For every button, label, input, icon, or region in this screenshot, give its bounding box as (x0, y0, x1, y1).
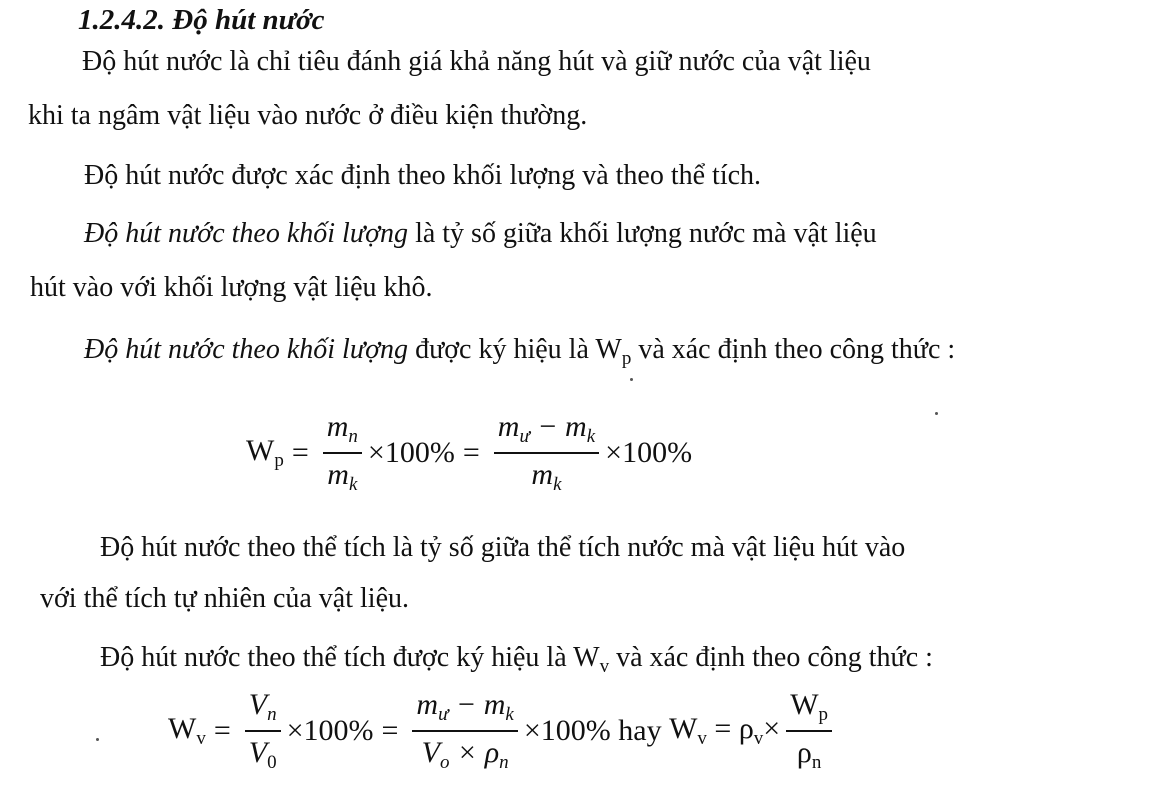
symbol-subscript-v: v (599, 656, 610, 677)
f2-fraction-2: $\frac{m_ư - m_k}{V_o \times \rho_n}$ (412, 688, 517, 774)
f1-lhs: $W_p$ (246, 433, 284, 471)
f2-equals-2: = (381, 713, 399, 747)
f1-fraction-1: $\frac{m_n}{m_k}$ (323, 410, 362, 496)
f1-equals-2: = (462, 435, 480, 469)
formula-volume-absorption (168, 688, 838, 774)
f1-fraction-2: $\frac{m_ư - m_k}{m_k}$ (494, 410, 599, 496)
paragraph-5-line-1: Độ hút nước theo thể tích là tỷ số giữa thể tích nước mà vật liệu hút vào (100, 532, 906, 563)
paragraph-4-text: được ký hiệu là W (408, 334, 622, 365)
paragraph-3-line-2: hút vào với khối lượng vật liệu khô. (30, 272, 433, 303)
paragraph-1-line-1: Độ hút nước là chỉ tiêu đánh giá khả năng hút và giữ nước của vật liệu (82, 46, 871, 77)
paragraph-3-text: là tỷ số giữa khối lượng nước mà vật liệu (408, 218, 877, 249)
paragraph-4-end: và xác định theo công thức : (631, 334, 956, 365)
term-mass-absorption-2: Độ hút nước theo khối lượng (84, 334, 409, 365)
scan-speck-2 (630, 378, 633, 381)
f2-fraction-3: $\frac{W_p}{\rho_n}$ (786, 688, 832, 774)
f2-equals: = (213, 713, 231, 747)
f1-times-100-2: ×100% (605, 435, 693, 469)
term-mass-absorption: Độ hút nước theo khối lượng (84, 218, 409, 249)
scan-speck (96, 738, 99, 741)
f2-times-100-2: ×100% (523, 713, 611, 747)
f2-lhs: $W_v$ (168, 711, 206, 749)
symbol-subscript-p: p (621, 348, 632, 369)
f2-fraction-1: $\frac{V_n}{V_0}$ (245, 688, 281, 774)
f1-times-100: ×100% (367, 435, 455, 469)
f2-hay: hay (610, 713, 670, 747)
formula-mass-absorption (246, 410, 692, 496)
scan-speck-3 (935, 412, 938, 415)
f2-times-100: ×100% (286, 713, 374, 747)
paragraph-6: Độ hút nước theo thể tích được ký hiệu là $W_v$ và xác định theo công thức : (100, 642, 933, 677)
section-heading: 1.2.4.2. Độ hút nước (78, 4, 325, 36)
f2-rhs: $W_v = \rho_v\times$ (669, 711, 781, 749)
paragraph-3-line-1 (84, 210, 877, 258)
paragraph-2: Độ hút nước được xác định theo khối lượng và theo thể tích. (84, 160, 762, 191)
paragraph-4 (84, 326, 955, 383)
paragraph-5-line-2: với thể tích tự nhiên của vật liệu. (40, 583, 409, 614)
paragraph-1-line-2: khi ta ngâm vật liệu vào nước ở điều kiện thường. (28, 100, 588, 131)
f1-equals: = (291, 435, 309, 469)
